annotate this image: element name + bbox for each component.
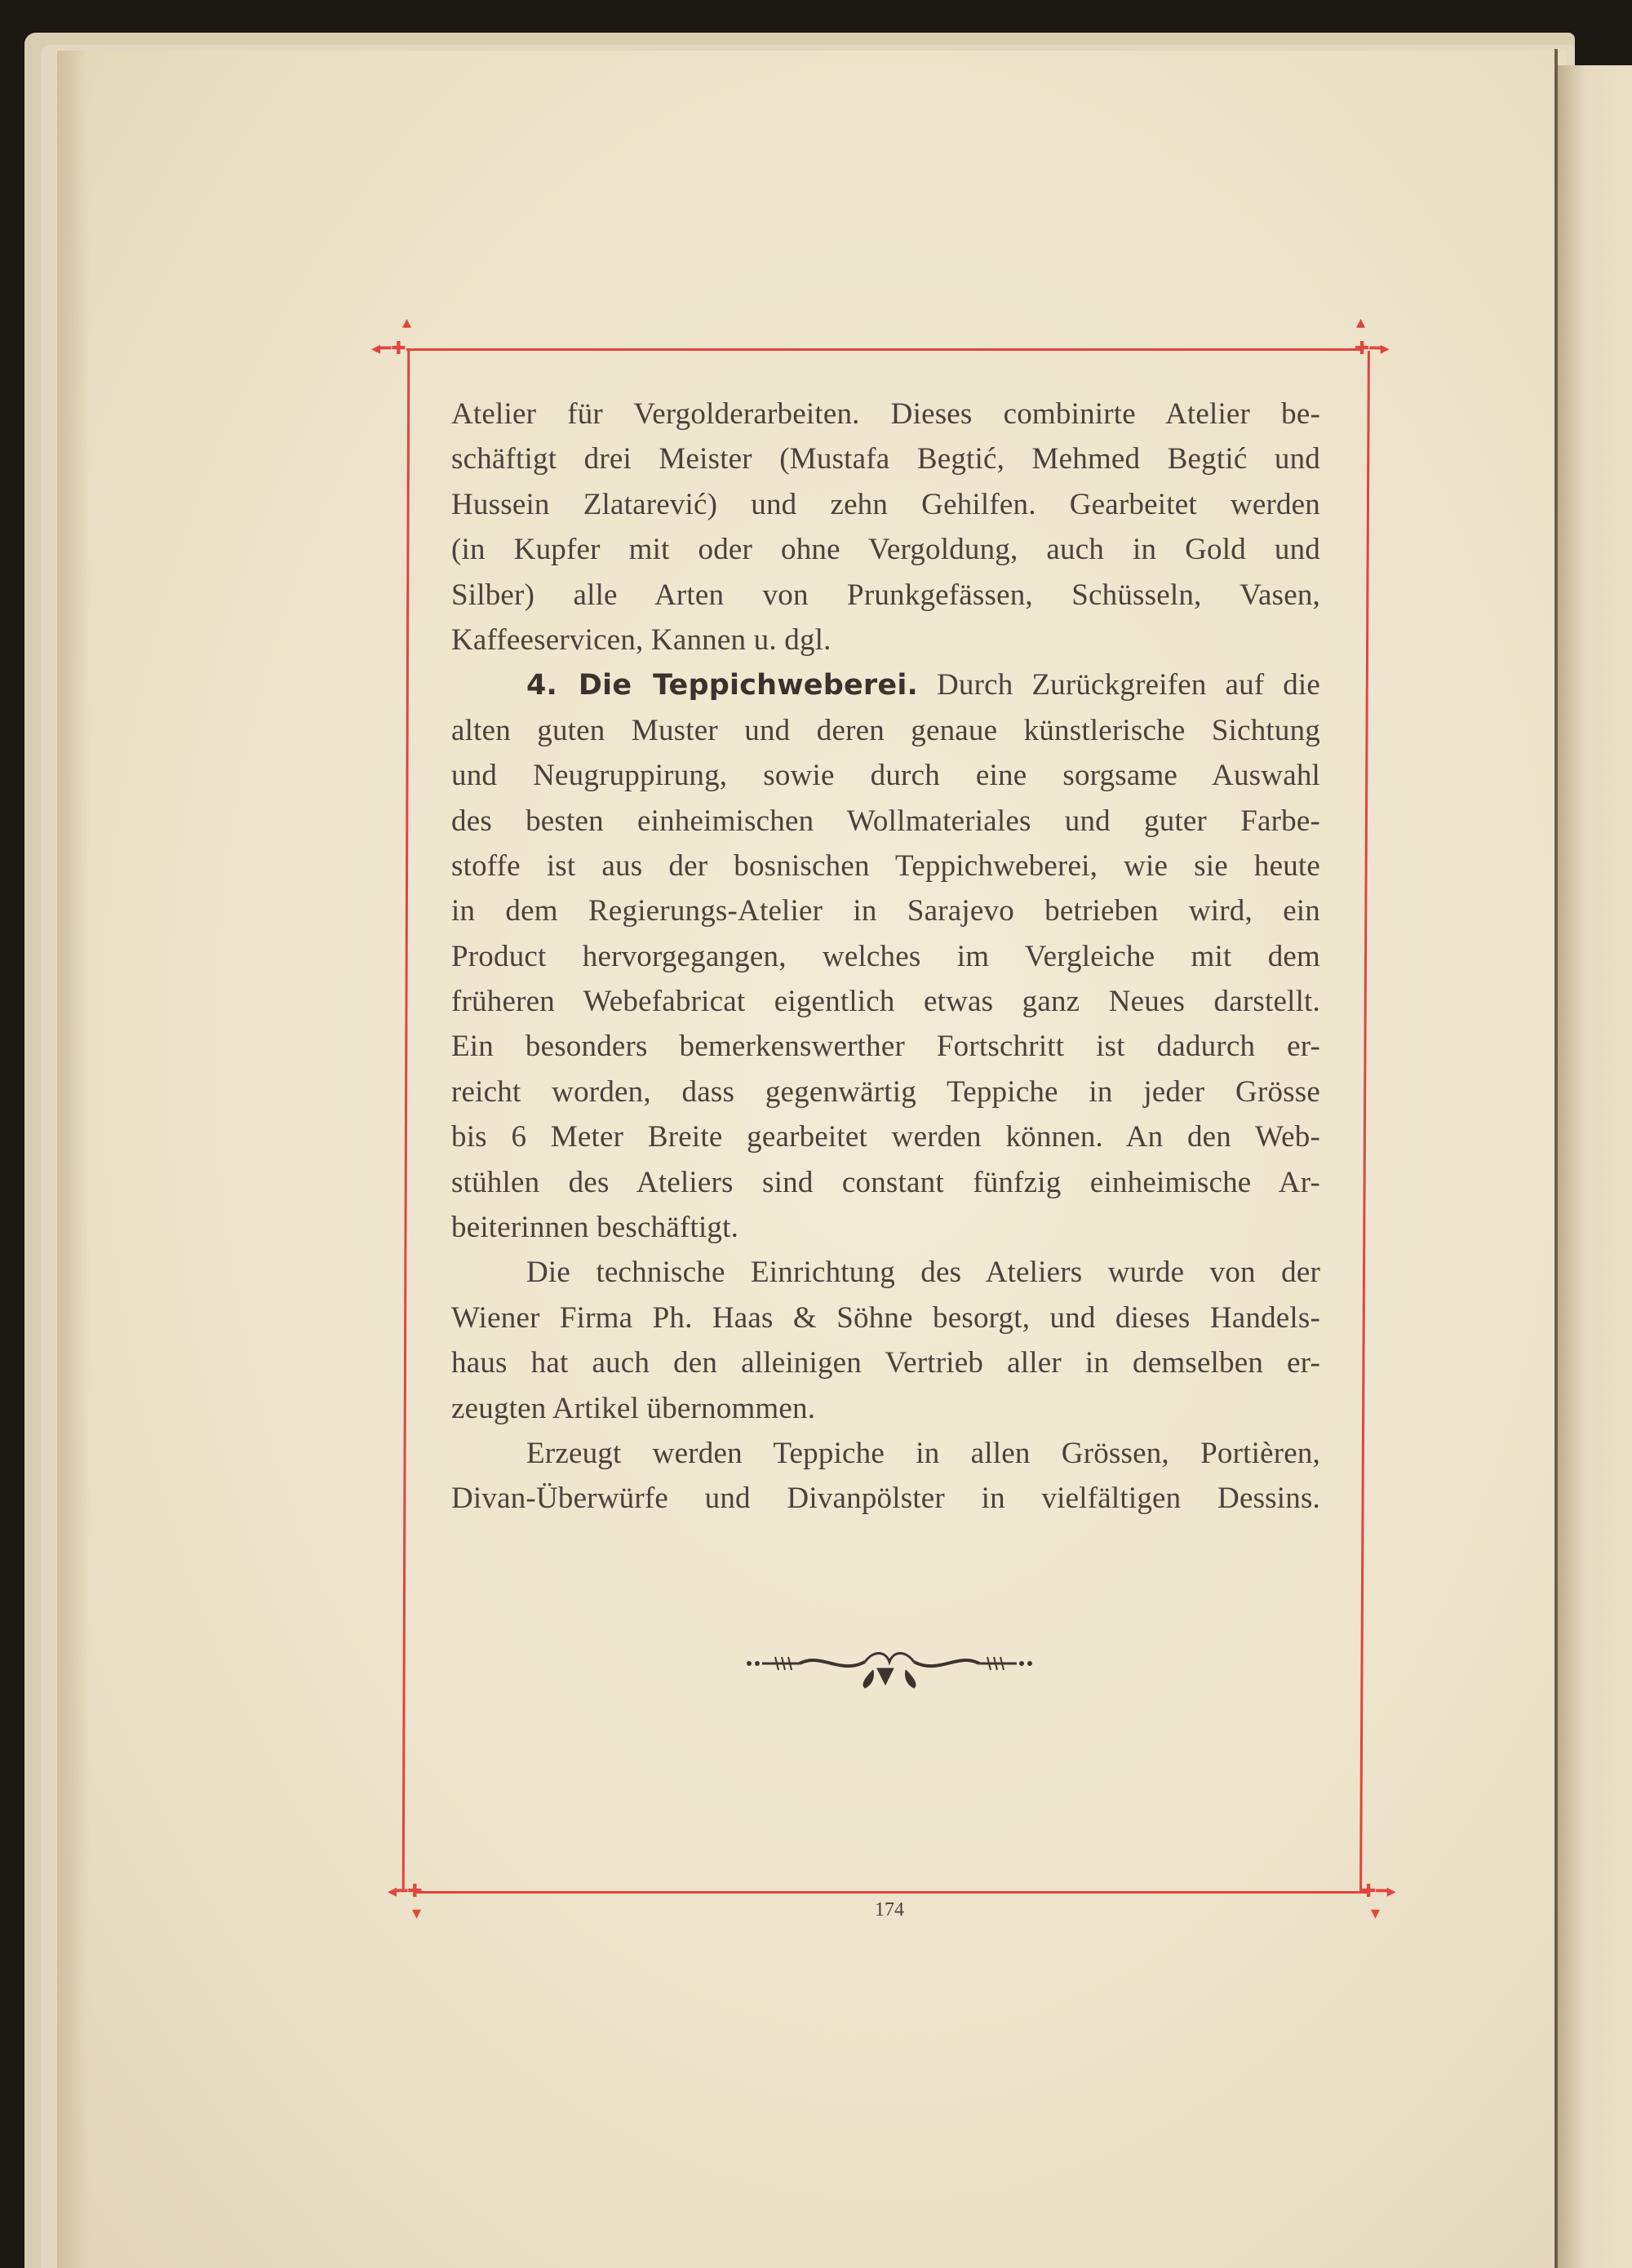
frame-corner-top-left-icon: ◂━✚ <box>371 339 406 359</box>
frame-corner-bottom-right-icon: ✚━▸ <box>1361 1881 1396 1902</box>
text-line: haus hat auch den alleinigen Vertrieb aller in demselben er- <box>451 1346 1320 1380</box>
frame-tick-top-right-icon: ▴ <box>1356 312 1366 333</box>
text-line: Atelier für Vergolderarbeiten. Dieses combinirte Atelier be- <box>451 397 1320 431</box>
text-line: Ein besonders bemerkenswerther Fortschritt ist dadurch er- <box>451 1030 1320 1064</box>
text-line: stühlen des Ateliers sind constant fünfzig einheimische Ar- <box>451 1165 1320 1199</box>
section-heading: 4. Die Teppichweberei. <box>526 669 919 702</box>
text-line: und Neugruppirung, sowie durch eine sorgsame Auswahl <box>451 759 1320 793</box>
text-line: früheren Webefabricat eigentlich etwas ganz Neues darstellt. <box>451 985 1320 1019</box>
text-line: zeugten Artikel übernommen. <box>451 1391 816 1425</box>
text-line: Divan-Überwürfe und Divanpölster in vielfältigen Dessins. <box>451 1482 1320 1516</box>
text-line: Die technische Einrichtung des Ateliers wurde von der <box>526 1256 1320 1290</box>
frame-tick-bottom-left-icon: ▾ <box>412 1903 422 1924</box>
text-line: Hussein Zlatarević) und zehn Gehilfen. Gearbeitet werden <box>451 487 1320 521</box>
frame-tick-bottom-right-icon: ▾ <box>1371 1903 1381 1924</box>
text-line: Erzeugt werden Teppiche in allen Grössen, Portièren, <box>526 1436 1320 1470</box>
body-text <box>451 392 1320 1522</box>
text-line: bis 6 Meter Breite gearbeitet werden können. An den Web- <box>451 1120 1320 1154</box>
text-line: (in Kupfer mit oder ohne Vergoldung, auch in Gold und <box>451 533 1320 567</box>
text-line: schäftigt drei Meister (Mustafa Begtić, Mehmed Begtić und <box>451 442 1320 476</box>
text-line: alten guten Muster und deren genaue künstlerische Sichtung <box>451 713 1320 747</box>
section-first-line <box>451 662 1320 707</box>
page-edge-shadow <box>57 51 90 2268</box>
frame-tick-top-left-icon: ▴ <box>402 312 412 333</box>
text-line: beiterinnen beschäftigt. <box>451 1211 739 1245</box>
text-line: Wiener Firma Ph. Haas & Söhne besorgt, und dieses Handels- <box>451 1300 1320 1335</box>
floral-ornament-icon <box>743 1644 1036 1693</box>
text-line-rest: Durch Zurückgreifen auf die <box>936 668 1321 702</box>
text-line: des besten einheimischen Wollmateriales und guter Farbe- <box>451 804 1320 838</box>
text-line: stoffe ist aus der bosnischen Teppichweberei, wie sie heute <box>451 848 1320 883</box>
frame-corner-bottom-left-icon: ◂━✚ <box>388 1881 423 1902</box>
text-line: Product hervorgegangen, welches im Vergleiche mit dem <box>451 939 1320 973</box>
frame-bottom-rule <box>415 1891 1369 1894</box>
facing-page-edge <box>1554 65 1632 2268</box>
text-line: reicht worden, dass gegenwärtig Teppiche in jeder Grösse <box>451 1074 1320 1109</box>
text-line: in dem Regierungs-Atelier in Sarajevo betrieben wird, ein <box>451 894 1320 928</box>
frame-corner-top-right-icon: ✚━▸ <box>1355 339 1390 359</box>
page-number: 174 <box>875 1899 904 1920</box>
book-gutter <box>1554 49 1558 2268</box>
frame-top-rule <box>406 348 1363 351</box>
text-line: Kaffeeservicen, Kannen u. dgl. <box>451 622 832 657</box>
text-line: Silber) alle Arten von Prunkgefässen, Schüsseln, Vasen, <box>451 578 1320 612</box>
